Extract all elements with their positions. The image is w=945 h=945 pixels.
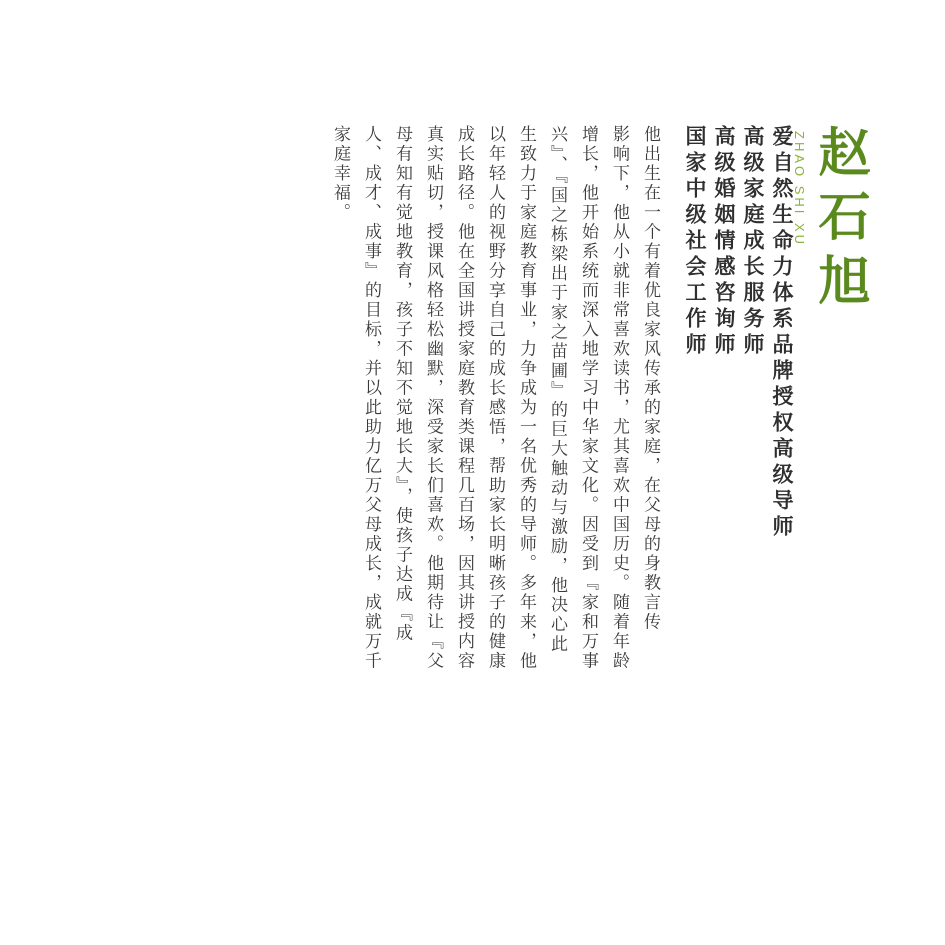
name-pinyin: ZHAO SHI XU: [792, 131, 807, 248]
name-block: [792, 125, 869, 345]
bio-line: 生致力于家庭教育事业，力争成为一名优秀的导师。多年来，他: [516, 125, 536, 671]
bio-line: 母有知有觉地教育，孩子不知不觉地长大』，使孩子达成『成: [392, 125, 412, 643]
credential-title: 高级婚姻情感咨询师: [712, 125, 736, 359]
bio-line: 人、成才、成事』的目标，并以此助力亿万父母成长，成就万千: [361, 125, 381, 671]
bio-line: 兴』、『国之栋梁出于家之苗圃』的巨大触动与激励，他决心此: [547, 125, 567, 654]
credential-title: 国家中级社会工作师: [683, 125, 707, 359]
bio-line: 成长路径。他在全国讲授家庭教育类课程几百场，因其讲授内容: [454, 125, 474, 671]
bio-line: 影响下，他从小就非常喜欢读书，尤其喜欢中国历史。随着年龄: [609, 125, 629, 671]
bio-line: 增长，他开始系统而深入地学习中华家文化。因受到『家和万事: [578, 125, 598, 671]
bio-line: 他出生在一个有着优良家风传承的家庭，在父母的身教言传: [640, 125, 660, 632]
bio-paragraph: [317, 125, 658, 815]
bio-line: 以年轻人的视野分享自己的成长感悟，帮助家长明晰孩子的健康: [485, 125, 505, 671]
bio-line: 真实贴切，授课风格轻松幽默，深受家长们喜欢。他期待让『父: [423, 125, 443, 671]
credential-title: 高级家庭成长服务师: [741, 125, 765, 359]
page-title: 赵石旭: [809, 125, 869, 317]
vertical-text-layout: [287, 125, 869, 825]
credential-title: 爱自然生命力体系品牌授权高级导师: [770, 125, 794, 541]
credential-titles: [676, 125, 792, 725]
bio-line: 家庭幸福。: [330, 125, 350, 223]
